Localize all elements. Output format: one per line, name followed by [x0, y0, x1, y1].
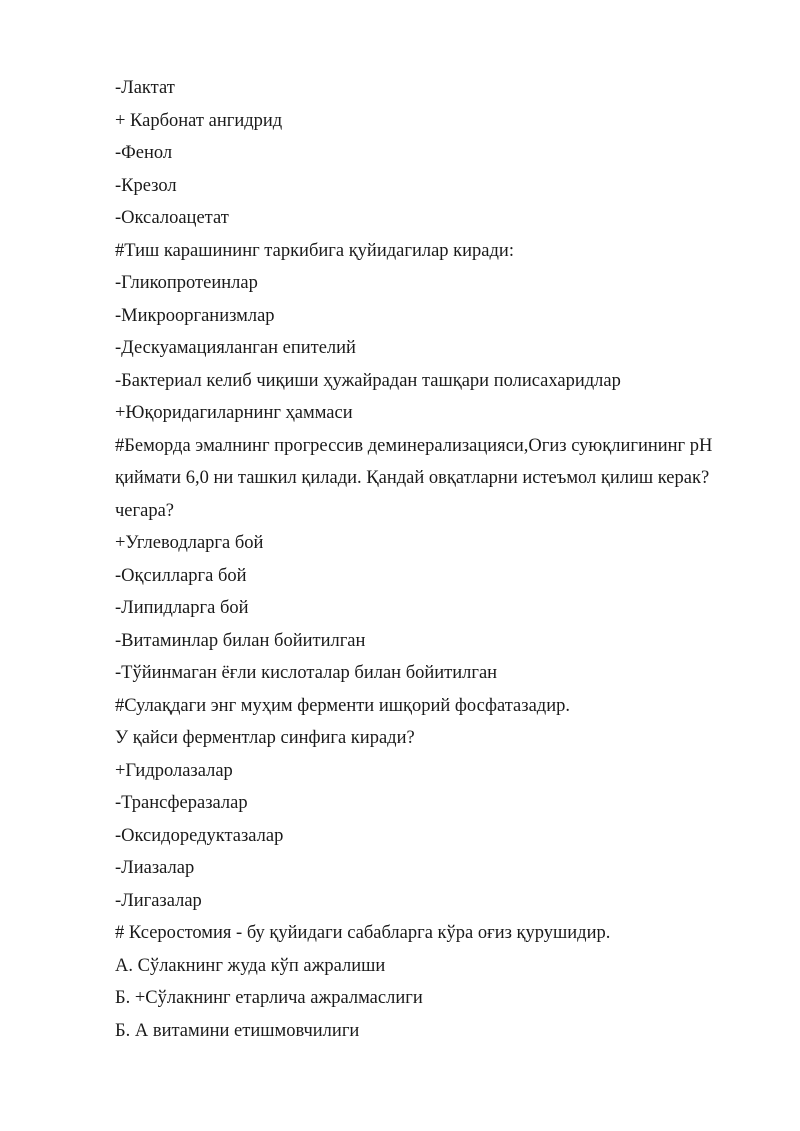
- text-line: -Оқсилларга бой: [115, 565, 247, 586]
- text-line: -Бактериал келиб чиқиши ҳужайрадан ташқари полисахаридлар: [115, 370, 621, 391]
- question-line: У қайси ферментлар синфига киради?: [115, 728, 415, 748]
- text-line: + Карбонат ангидрид: [115, 110, 283, 131]
- text-line: -Липидларга бой: [115, 598, 249, 618]
- question-line: чегара?: [115, 500, 174, 521]
- text-line: -Тўйинмаган ёғли кислоталар билан бойитилган: [115, 663, 498, 683]
- text-line: -Крезол: [115, 175, 177, 196]
- text-line: -Гликопротеинлар: [115, 273, 258, 293]
- text-line: -Оксидоредуктазалар: [115, 825, 284, 846]
- text-line: -Трансферазалар: [115, 793, 248, 813]
- question-line: #Тиш карашининг таркибига қуйидагилар киради:: [115, 240, 514, 261]
- text-line: +Углеводларга бой: [115, 533, 264, 553]
- question-line: #Беморда эмалнинг прогрессив деминерализацияси,Огиз суюқлигининг pH: [115, 435, 713, 456]
- document-body: [115, 72, 755, 1047]
- text-line: -Лиазалар: [115, 858, 195, 878]
- text-line: +Гидролазалар: [115, 760, 233, 781]
- question-line: қиймати 6,0 ни ташкил қилади. Қандай овқатларни истеъмол қилиш керак?: [115, 468, 710, 488]
- text-line: -Лигазалар: [115, 890, 202, 911]
- text-line: -Микроорганизмлар: [115, 305, 275, 326]
- text-line: +Юқоридагиларнинг ҳаммаси: [115, 403, 353, 423]
- text-line: -Фенол: [115, 143, 173, 163]
- text-line: Б. А витамини етишмовчилиги: [115, 1020, 360, 1041]
- text-line: Б. +Сўлакнинг етарлича ажралмаслиги: [115, 988, 423, 1008]
- text-line: -Оксалоацетат: [115, 208, 229, 228]
- text-line: -Витаминлар билан бойитилган: [115, 630, 366, 651]
- text-line: А. Сўлакнинг жуда кўп ажралиши: [115, 955, 386, 976]
- text-line: -Лактат: [115, 78, 175, 98]
- text-line: -Дескуамацияланган епителий: [115, 338, 356, 358]
- question-line: # Ксеростомия - бу қуйидаги сабабларга кўра оғиз қурушидир.: [115, 923, 611, 943]
- question-line: #Сулақдаги энг муҳим ферменти ишқорий фосфатазадир.: [115, 695, 570, 716]
